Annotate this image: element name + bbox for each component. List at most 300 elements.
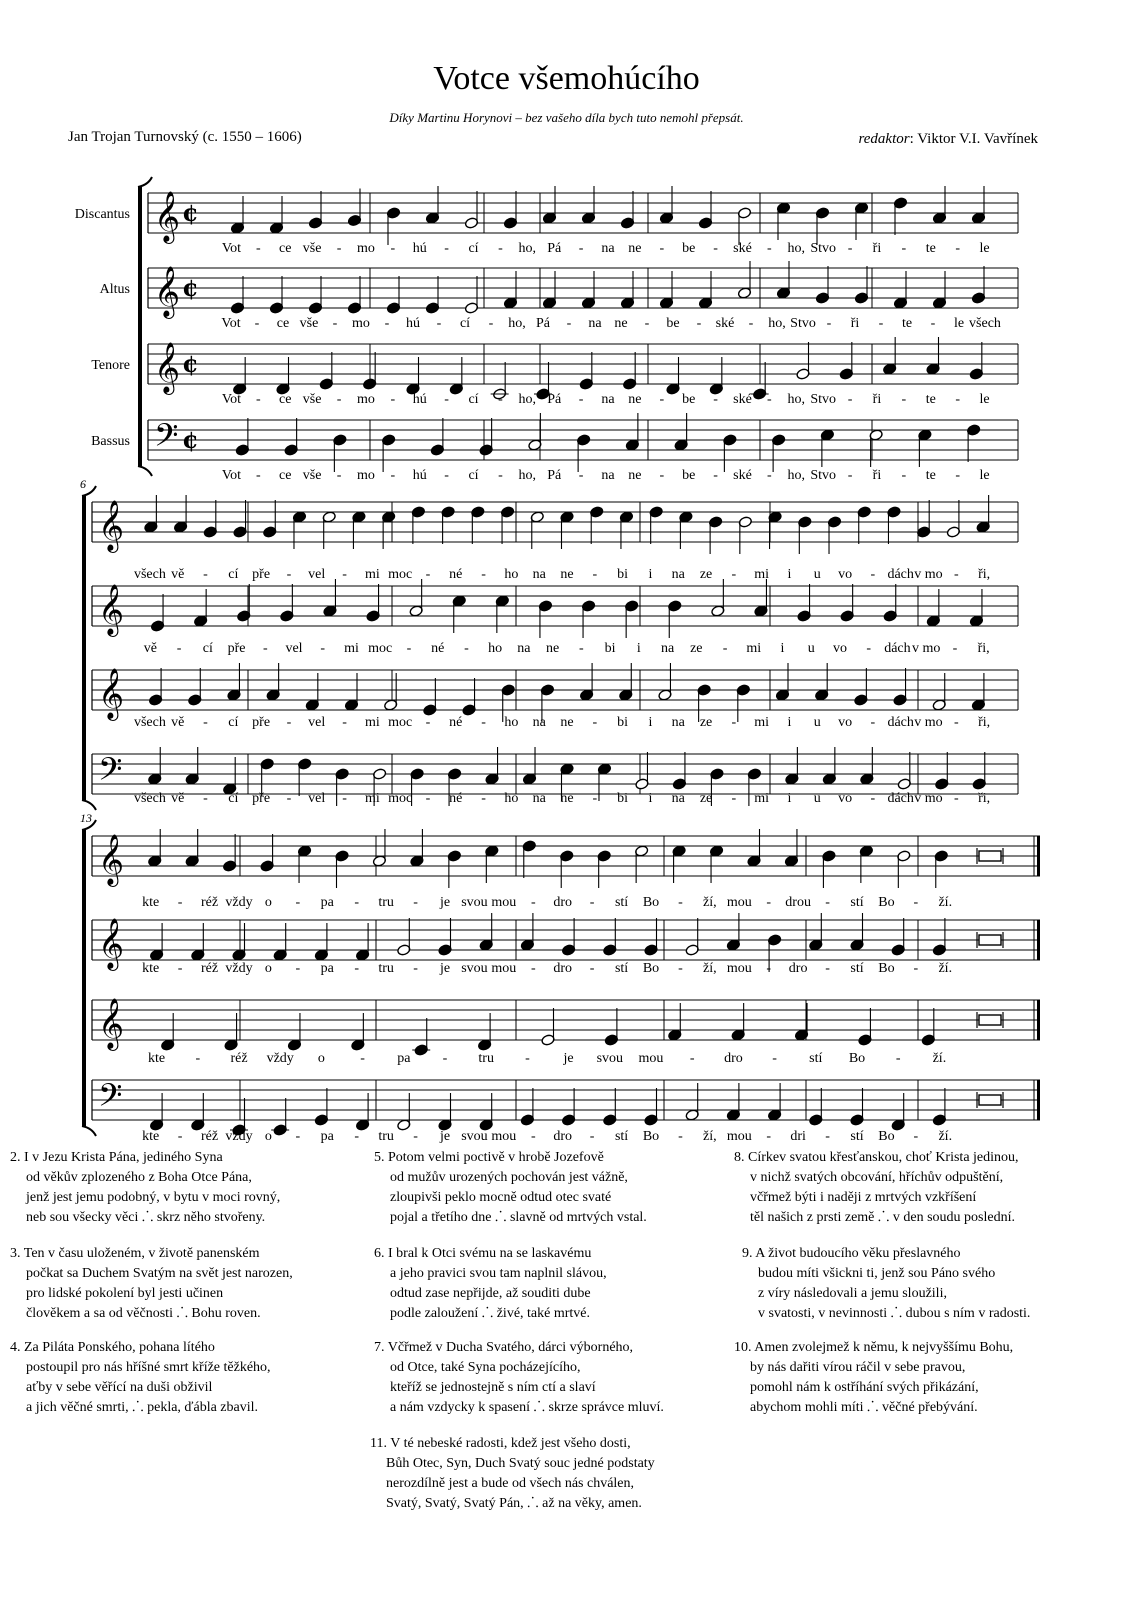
lyric-syllable: be	[682, 392, 696, 407]
lyric-syllable: -	[442, 1051, 448, 1066]
lyric-syllable: na	[671, 715, 685, 730]
lyric-syllable: le	[979, 468, 990, 483]
lyric-syllable: -	[203, 791, 208, 806]
lyric-syllable: vo	[838, 791, 853, 806]
system-3	[80, 811, 1040, 1144]
lyric-syllable: svou	[461, 895, 488, 910]
lyric-syllable: svou	[461, 961, 488, 976]
lyric-syllable: né	[449, 791, 463, 806]
lyric-syllable: -	[286, 715, 292, 730]
lyric-syllable: Bo	[878, 1129, 895, 1144]
lyric-syllable: -	[320, 641, 326, 656]
lyric-syllable: mi	[754, 567, 770, 582]
lyric-syllable: mi	[754, 715, 770, 730]
lyric-syllable: dách	[884, 641, 911, 656]
lyric-syllable: svou	[461, 1129, 488, 1144]
lyric-syllable: i	[648, 791, 653, 806]
lyric-syllable: -	[413, 1129, 418, 1144]
lyric-syllable: pře	[252, 791, 271, 806]
lyric-syllable: réž	[201, 961, 219, 976]
lyric-syllable: -	[748, 316, 754, 331]
lyric-syllable: u	[813, 791, 821, 806]
lyric-syllable: tru	[378, 1129, 394, 1144]
treble-clef-icon: 𝄞	[98, 918, 125, 969]
lyric-syllable: všech	[133, 791, 166, 806]
lyric-syllable: -	[177, 961, 183, 976]
lyric-syllable: Bo	[878, 895, 895, 910]
lyric-syllable: cí	[202, 641, 213, 656]
cut-time-icon: ¢	[182, 273, 199, 302]
lyric-syllable: -	[644, 316, 650, 331]
lyric-syllable: né	[431, 641, 445, 656]
verse-line: pomohl nám k ostříhání svých přikázání,	[750, 1380, 979, 1395]
lyric-syllable: ží,	[703, 961, 717, 976]
staff-altus	[92, 913, 1040, 976]
lyric-syllable: na	[601, 392, 615, 407]
lyric-syllable: kte	[142, 1129, 160, 1144]
lyric-syllable: -	[579, 641, 584, 656]
lyric-syllable: -	[286, 567, 292, 582]
verse-line: neb sou všecky věci ⸫ skrz něho stvořeny.	[26, 1210, 266, 1225]
lyric-syllable: pa	[320, 895, 334, 910]
lyric-syllable: ské	[715, 316, 735, 331]
lyric-syllable: vě	[143, 641, 157, 656]
verse-4	[374, 1148, 647, 1228]
verse-line: a jeho pravici svou tam naplnil slávou,	[390, 1266, 607, 1281]
final-barline-thick	[1037, 1080, 1040, 1120]
lyric-syllable: Bo	[642, 961, 660, 976]
verse-line: 5. Potom velmi poctivě v hrobě Jozefově	[374, 1150, 604, 1165]
lyric-syllable: všech	[133, 567, 166, 582]
treble-clef-icon: 𝄞	[154, 266, 181, 317]
system-1	[75, 177, 1018, 483]
lyric-syllable: -	[354, 1129, 360, 1144]
verse-line: by nás dařiti vírou ráčil v sebe pravou,	[750, 1360, 966, 1375]
lyric-syllable: cí	[228, 567, 239, 582]
lyric-syllable: ží,	[703, 895, 717, 910]
lyric-syllable: ho,	[787, 241, 806, 256]
voice-name-tenore: Tenore	[91, 358, 130, 373]
verse-line: od věkův zplozeného z Boha Otce Pána,	[26, 1170, 252, 1185]
cut-time-icon: ¢	[182, 349, 199, 378]
lyric-syllable: mi	[344, 641, 359, 656]
lyric-syllable: hú	[412, 392, 427, 407]
lyric-syllable: réž	[201, 1129, 219, 1144]
lyric-syllable: ho,	[518, 468, 537, 483]
lyric-syllable: Bo	[642, 1129, 660, 1144]
lyric-syllable: -	[286, 791, 292, 806]
verse-line: 8. Církev svatou křesťanskou, choť Krista jedinou,	[734, 1150, 1019, 1165]
lyric-syllable: -	[295, 895, 301, 910]
lyric-syllable: vě	[171, 791, 185, 806]
voice-name-altus: Altus	[99, 282, 130, 297]
bracket-hook-bottom	[82, 800, 96, 810]
lyric-syllable: -	[390, 468, 396, 483]
lyric-syllable: -	[866, 641, 872, 656]
lyric-syllable: -	[530, 961, 536, 976]
lyric-syllable: na	[532, 715, 546, 730]
verse-line: abychom mohli míti ⸫ věčné přebývání.	[750, 1400, 978, 1415]
lyric-syllable: na	[671, 567, 685, 582]
lyric-syllable: tru	[478, 1051, 494, 1066]
lyric-syllable: -	[731, 715, 737, 730]
treble-clef-icon: 𝄞	[154, 342, 181, 393]
lyric-syllable: vo	[832, 641, 847, 656]
lyric-syllable: Stvo	[790, 316, 816, 331]
lyric-syllable: i	[636, 641, 641, 656]
verse-line: počkat sa Duchem Svatým na svět jest narozen,	[26, 1266, 293, 1281]
voice-name-discantus: Discantus	[74, 207, 130, 222]
lyric-syllable: -	[176, 641, 182, 656]
lyric-syllable: réž	[230, 1051, 248, 1066]
lyric-syllable: pa	[320, 961, 334, 976]
lyric-syllable: vždy	[266, 1051, 294, 1066]
lyric-syllable: -	[481, 791, 486, 806]
lyric-syllable: -	[847, 241, 853, 256]
lyric-syllable: -	[953, 567, 959, 582]
lyric-syllable: je	[439, 1129, 451, 1144]
lyric-syllable: i	[648, 567, 653, 582]
verse-3	[10, 1338, 271, 1418]
lyric-syllable: všech	[969, 316, 1001, 331]
verse-line: pro lidské pokolení byl jesti učinen	[26, 1286, 224, 1301]
lyric-syllable: mi	[364, 715, 380, 730]
lyric-syllable: ři	[872, 392, 882, 407]
lyric-syllable: ho	[504, 715, 519, 730]
lyric-syllable: -	[678, 1129, 683, 1144]
lyric-syllable: dro	[788, 961, 808, 976]
verse-line: pojal a třetího dne ⸫ slavně od mrtvých vstal.	[390, 1210, 647, 1225]
lyric-syllable: ne	[628, 241, 642, 256]
breve-note	[979, 851, 1001, 861]
staff-discantus	[92, 495, 1018, 582]
lyric-syllable: -	[578, 241, 584, 256]
lyric-syllable: ho,	[518, 241, 537, 256]
lyric-syllable: -	[444, 392, 449, 407]
lyric-syllable: -	[847, 392, 853, 407]
lyric-syllable: ce	[279, 468, 292, 483]
lyric-syllable: ne	[560, 567, 574, 582]
lyric-syllable: -	[481, 567, 486, 582]
lyric-syllable: dro	[553, 961, 573, 976]
lyric-syllable: -	[566, 316, 572, 331]
lyric-syllable: ce	[279, 241, 292, 256]
lyric-syllable: ne	[614, 316, 628, 331]
system-2	[80, 477, 1018, 810]
lyric-syllable: ne	[628, 468, 642, 483]
lyric-syllable: mou	[491, 1129, 517, 1144]
system-bracket	[82, 496, 86, 800]
breve-note	[979, 1015, 1001, 1025]
lyric-syllable: ze	[690, 641, 703, 656]
lyric-syllable: svou	[596, 1051, 624, 1066]
lyric-syllable: -	[390, 241, 396, 256]
lyric-syllable: -	[847, 468, 853, 483]
system-bracket	[82, 830, 86, 1126]
lyric-syllable: dro	[724, 1051, 743, 1066]
staff-altus	[92, 579, 1018, 656]
treble-clef-icon: 𝄞	[98, 834, 125, 885]
lyric-syllable: -	[713, 392, 718, 407]
lyric-syllable: vel	[285, 641, 303, 656]
lyric-syllable: -	[930, 316, 936, 331]
lyric-syllable: -	[659, 468, 665, 483]
lyric-syllable: be	[666, 316, 680, 331]
lyric-syllable: je	[563, 1051, 574, 1066]
lyric-syllable: Pá	[547, 468, 562, 483]
lyric-syllable: ne	[628, 392, 642, 407]
lyric-syllable: -	[592, 567, 598, 582]
lyric-syllable: stí	[850, 961, 864, 976]
verse-line: a nám vzdycky k spasení ⸫ skrze správce mluví.	[390, 1400, 664, 1415]
final-barline-thick	[1037, 1000, 1040, 1040]
lyric-syllable: vždy	[225, 895, 253, 910]
lyric-syllable: -	[464, 641, 469, 656]
lyric-syllable: Vot	[221, 468, 242, 483]
lyric-syllable: mou	[638, 1051, 664, 1066]
lyric-syllable: -	[592, 791, 598, 806]
lyric-syllable: i	[780, 641, 785, 656]
lyric-syllable: -	[384, 316, 390, 331]
lyric-syllable: na	[588, 316, 602, 331]
lyric-syllable: na	[517, 641, 531, 656]
treble-clef-icon: 𝄞	[154, 191, 181, 242]
lyric-syllable: le	[953, 316, 965, 331]
lyric-syllable: Stvo	[810, 241, 837, 256]
lyric-syllable: mou	[726, 895, 752, 910]
measure-number: 6	[80, 477, 86, 491]
lyric-syllable: u	[813, 715, 821, 730]
lyric-syllable: -	[678, 961, 683, 976]
lyric-syllable: v mo	[914, 715, 943, 730]
composer: Jan Trojan Turnovský (c. 1550 – 1606)	[68, 129, 302, 145]
lyric-syllable: mou	[726, 1129, 752, 1144]
lyric-syllable: ho,	[768, 316, 786, 331]
lyric-syllable: -	[413, 961, 418, 976]
lyric-syllable: vždy	[225, 1129, 253, 1144]
verse-line: 4. Za Piláta Ponského, pohana lítého	[10, 1340, 215, 1355]
lyric-syllable: pře	[227, 641, 246, 656]
lyric-syllable: ho,	[787, 468, 806, 483]
verse-6	[374, 1338, 664, 1418]
lyric-syllable: Pá	[536, 316, 550, 331]
lyric-syllable: -	[498, 468, 503, 483]
lyric-syllable: ho	[504, 791, 519, 806]
lyric-syllable: stí	[809, 1051, 823, 1066]
verse-2	[10, 1244, 293, 1324]
lyric-syllable: né	[449, 715, 463, 730]
lyric-syllable: moc	[368, 641, 393, 656]
lyric-syllable: -	[955, 468, 960, 483]
lyric-syllable: tru	[378, 961, 394, 976]
lyric-syllable: dri	[790, 1129, 806, 1144]
lyric-syllable: ské	[733, 241, 752, 256]
lyric-syllable: mi	[746, 641, 762, 656]
lyric-syllable: je	[439, 895, 451, 910]
lyric-syllable: -	[336, 392, 342, 407]
staff-discantus	[75, 186, 1018, 256]
lyric-syllable: na	[601, 241, 615, 256]
lyric-syllable: hú	[412, 241, 427, 256]
lyric-syllable: -	[203, 715, 208, 730]
lyric-syllable: bi	[617, 791, 629, 806]
verse-line: 10. Amen zvolejmež k němu, k nejvyššímu Bohu,	[734, 1340, 1014, 1355]
verse-line: odtud zase nepřijde, až souditi dube	[390, 1286, 591, 1301]
lyric-syllable: na	[532, 567, 546, 582]
lyric-syllable: dách	[887, 567, 914, 582]
lyric-syllable: -	[825, 961, 830, 976]
verse-line: 6. I bral k Otci svému na se laskavému	[374, 1246, 592, 1261]
lyric-syllable: ze	[699, 567, 713, 582]
lyric-syllable: ží.	[932, 1051, 947, 1066]
lyric-syllable: vo	[838, 567, 853, 582]
lyric-syllable: -	[713, 241, 718, 256]
voice-name-bassus: Bassus	[91, 434, 130, 449]
lyric-syllable: na	[660, 641, 675, 656]
lyric-syllable: -	[481, 715, 486, 730]
lyric-syllable: -	[578, 468, 584, 483]
lyric-syllable: -	[530, 895, 536, 910]
lyric-syllable: -	[256, 392, 261, 407]
lyric-syllable: bi	[617, 567, 629, 582]
lyric-syllable: stí	[614, 961, 629, 976]
lyric-syllable: bi	[617, 715, 629, 730]
verse-line: 7. Včřmež v Ducha Svatého, dárci výborného,	[374, 1340, 634, 1355]
verse-line: nerozdílně jest a bude od všech nás chválen,	[386, 1476, 635, 1491]
lyric-syllable: -	[772, 1051, 777, 1066]
verse-10	[734, 1338, 1013, 1418]
lyric-syllable: vše	[302, 468, 322, 483]
lyric-syllable: všech	[133, 715, 166, 730]
verse-line: těl našich z prsti země ⸫ v den soudu poslední.	[750, 1210, 1015, 1225]
lyric-syllable: drou	[785, 895, 811, 910]
lyric-syllable: -	[295, 961, 301, 976]
final-barline-thick	[1037, 920, 1040, 960]
lyric-syllable: pa	[397, 1051, 411, 1066]
lyric-syllable: ží.	[938, 961, 953, 976]
lyric-syllable: -	[659, 392, 665, 407]
lyric-syllable: ží,	[703, 1129, 717, 1144]
lyric-syllable: -	[825, 1129, 830, 1144]
lyric-syllable: -	[901, 392, 907, 407]
lyric-syllable: Stvo	[810, 468, 837, 483]
lyric-syllable: -	[878, 316, 884, 331]
verse-line: jenž jest jemu podobný, v bytu v moci rovný,	[26, 1190, 281, 1205]
verse-line: podle zaloužení ⸫ živé, také mrtvé.	[390, 1306, 591, 1321]
verse-line: člověkem a sa od věčnosti ⸫ Bohu roven.	[26, 1306, 261, 1321]
lyric-syllable: -	[955, 241, 960, 256]
lyric-syllable: dách	[887, 715, 914, 730]
lyric-syllable: -	[901, 241, 907, 256]
lyric-syllable: Pá	[547, 241, 562, 256]
lyric-syllable: na	[532, 791, 546, 806]
lyric-syllable: ské	[733, 392, 752, 407]
bass-clef-icon: 𝄢	[98, 1077, 123, 1121]
breve-note	[979, 935, 1001, 945]
verse-7	[370, 1434, 655, 1514]
lyric-syllable: -	[689, 1051, 695, 1066]
lyric-syllable: te	[925, 241, 936, 256]
lyric-syllable: vše	[302, 241, 322, 256]
lyric-syllable: na	[601, 468, 615, 483]
lyric-syllable: -	[578, 392, 584, 407]
lyric-syllable: cí	[468, 392, 479, 407]
lyric-syllable: vel	[308, 567, 326, 582]
lyric-syllable: -	[767, 392, 772, 407]
lyric-syllable: mi	[754, 791, 770, 806]
lyric-syllable: ží.	[938, 1129, 953, 1144]
verse-line: od Otce, také Syna pocházejícího,	[390, 1360, 581, 1375]
lyric-syllable: i	[648, 715, 653, 730]
lyric-syllable: -	[592, 715, 598, 730]
verse-line: zloupivši peklo mocně odtud otec svaté	[390, 1190, 612, 1205]
lyric-syllable: i	[787, 791, 792, 806]
lyric-syllable: ři	[872, 241, 882, 256]
lyric-syllable: be	[682, 241, 696, 256]
lyric-syllable: ho,	[518, 392, 537, 407]
lyric-syllable: ží.	[938, 895, 953, 910]
lyric-syllable: vel	[308, 791, 326, 806]
verse-line: Svatý, Svatý, Svatý Pán, ⸫ až na věky, amen.	[386, 1496, 642, 1511]
lyric-syllable: stí	[850, 1129, 864, 1144]
lyric-syllable: ne	[546, 641, 560, 656]
verse-9	[742, 1244, 1030, 1324]
lyric-syllable: pře	[252, 715, 271, 730]
lyric-syllable: -	[177, 1129, 183, 1144]
lyric-syllable: ské	[733, 468, 752, 483]
lyric-syllable: ři	[872, 468, 882, 483]
lyric-syllable: dro	[553, 1129, 573, 1144]
lyric-syllable: ne	[560, 715, 574, 730]
lyric-syllable: -	[870, 715, 876, 730]
lyric-syllable: -	[913, 1129, 919, 1144]
lyric-syllable: kte	[142, 895, 160, 910]
lyric-syllable: cí	[228, 791, 239, 806]
lyric-syllable: -	[406, 641, 412, 656]
lyric-syllable: i	[787, 567, 792, 582]
lyric-syllable: -	[826, 316, 832, 331]
lyric-syllable: hú	[406, 316, 420, 331]
staff-tenore	[92, 663, 1018, 730]
lyric-syllable: vě	[171, 567, 185, 582]
staff-tenore	[92, 998, 1040, 1066]
lyric-syllable: mou	[491, 895, 517, 910]
lyric-syllable: te	[901, 316, 913, 331]
lyric-syllable: ho,	[787, 392, 806, 407]
lyric-syllable: le	[979, 392, 990, 407]
lyric-syllable: -	[425, 567, 431, 582]
lyric-syllable: te	[925, 468, 936, 483]
lyric-syllable: -	[336, 241, 342, 256]
lyric-syllable: ři,	[977, 641, 990, 656]
lyric-syllable: Vot	[221, 241, 242, 256]
lyric-syllable: -	[901, 468, 907, 483]
lyric-syllable: -	[825, 895, 830, 910]
lyric-syllable: -	[870, 567, 876, 582]
lyric-syllable: v mo	[914, 791, 943, 806]
staff-bassus	[92, 747, 1018, 806]
measure-number: 13	[80, 811, 92, 825]
lyric-syllable: -	[256, 468, 261, 483]
lyric-syllable: Vot	[221, 392, 242, 407]
lyric-syllable: -	[177, 895, 183, 910]
lyric-syllable: mi	[364, 791, 380, 806]
lyric-syllable: -	[444, 468, 449, 483]
lyric-syllable: -	[525, 1051, 530, 1066]
lyric-syllable: ři,	[978, 567, 991, 582]
lyric-syllable: vše	[302, 392, 322, 407]
lyric-syllable: -	[722, 641, 728, 656]
